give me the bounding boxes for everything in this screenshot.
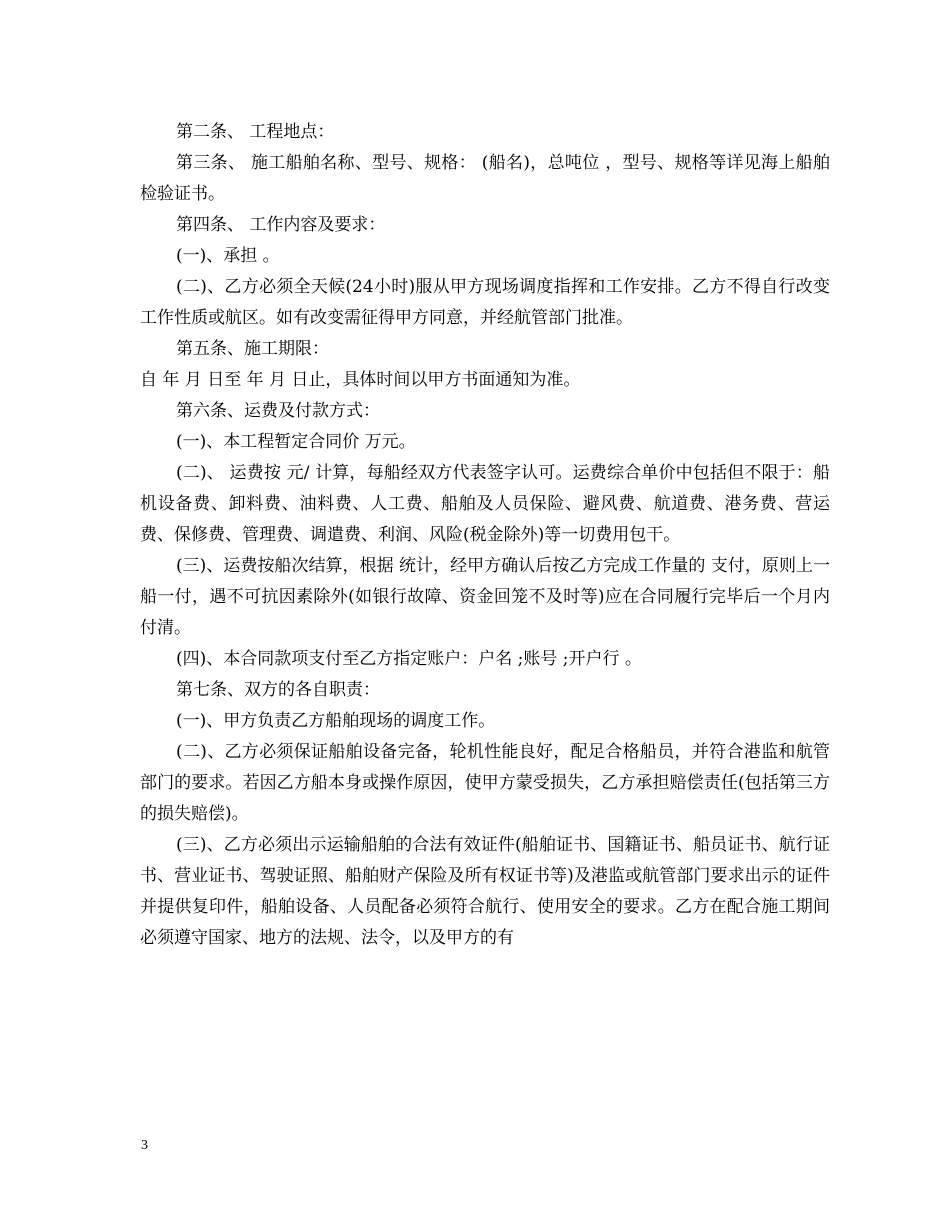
clause-5-period: 第五条、施工期限： (176, 339, 329, 359)
clause-6-item-1: (一)、本工程暂定合同价 万元。 (176, 432, 416, 452)
clause-2-location: 第二条、 工程地点： (176, 122, 335, 142)
clause-4-item-2: (二)、乙方必须全天候(24小时)服从甲方现场调度指挥和工作安排。乙方不得自行改变工作性质或航区。如有改变需征得甲方同意，并经航管部门批准。 (140, 277, 830, 328)
document-body (140, 117, 830, 954)
clause-3-vessel: 第三条、 施工船舶名称、型号、规格： (船名)，总吨位 ，型号、规格等详见海上船舶检验证书。 (140, 153, 830, 204)
clause-6-item-2: (二)、 运费按 元/ 计算，每船经双方代表签字认可。运费综合单价中包括但不限于：船机设备费、卸料费、油料费、人工费、船舶及人员保险、避风费、航道费、港务费、营运费、保修费、管理费、调遣费、利润、风险(税金除外)等一切费用包干。 (140, 463, 830, 545)
clause-6-item-3: (三)、运费按船次结算，根据 统计，经甲方确认后按乙方完成工作量的 支付，原则上一船一付，遇不可抗因素除外(如银行故障、资金回笼不及时等)应在合同履行完毕后一个月内付清。 (140, 556, 830, 638)
clause-5-dates: 自 年 月 日至 年 月 日止，具体时间以甲方书面通知为准。 (140, 370, 581, 390)
clause-7-item-2: (二)、乙方必须保证船舶设备完备，轮机性能良好，配足合格船员，并符合港监和航管部门的要求。若因乙方船本身或操作原因，使甲方蒙受损失，乙方承担赔偿责任(包括第三方的损失赔偿)。 (140, 742, 830, 824)
clause-6-payment: 第六条、运费及付款方式： (176, 401, 380, 421)
clause-6-item-4: (四)、本合同款项支付至乙方指定账户：户名 ;账号 ;开户行 。 (176, 649, 642, 669)
clause-4-work-content: 第四条、 工作内容及要求： (176, 215, 386, 235)
clause-7-duties: 第七条、双方的各自职责： (176, 680, 380, 700)
page-number: 3 (141, 1138, 148, 1153)
clause-4-item-1: (一)、承担 。 (176, 246, 280, 266)
clause-7-item-3: (三)、乙方必须出示运输船舶的合法有效证件(船舶证书、国籍证书、船员证书、航行证书、营业证书、驾驶证照、船舶财产保险及所有权证书等)及港监或航管部门要求出示的证件并提供复印件，船舶设备、人员配备必须符合航行、使用安全的要求。乙方在配合施工期间必须遵守国家、地方的法规、法令，以及甲方的有 (140, 835, 830, 948)
clause-7-item-1: (一)、甲方负责乙方船舶现场的调度工作。 (176, 711, 496, 731)
